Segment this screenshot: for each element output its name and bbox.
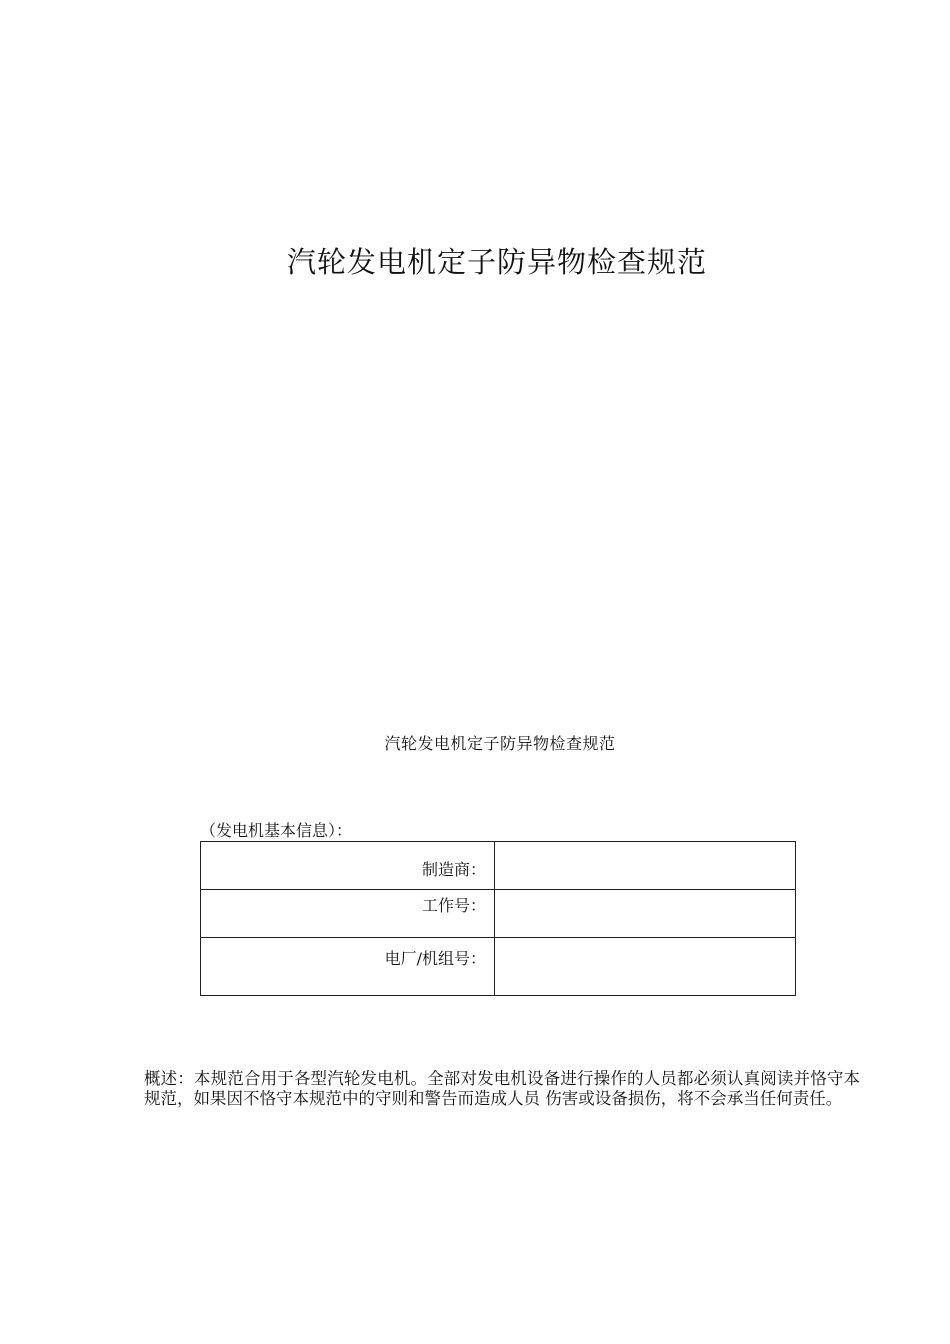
- document-subtitle: 汽轮发电机定子防异物检查规范: [384, 734, 616, 753]
- plant-unit-label: 电厂/机组号：: [201, 938, 495, 996]
- overview-paragraph: 概述：本规范合用于各型汽轮发电机。全部对发电机设备进行操作的人员都必须认真阅读并恪守本规范，如果因不恪守本规范中的守则和警告而造成人员 伤害或设备损伤，将不会承当任何责任。: [144, 1069, 860, 1108]
- info-section-label: （发电机基本信息）：: [200, 821, 353, 840]
- table-row: [201, 890, 796, 938]
- table-row: [201, 842, 796, 890]
- job-number-label: 工作号：: [201, 890, 495, 938]
- document-title: 汽轮发电机定子防异物检查规范: [286, 245, 707, 279]
- plant-unit-value[interactable]: [495, 938, 796, 996]
- generator-info-table: [200, 841, 796, 996]
- manufacturer-label: 制造商：: [201, 842, 495, 890]
- job-number-value[interactable]: [495, 890, 796, 938]
- manufacturer-value[interactable]: [495, 842, 796, 890]
- table-row: [201, 938, 796, 996]
